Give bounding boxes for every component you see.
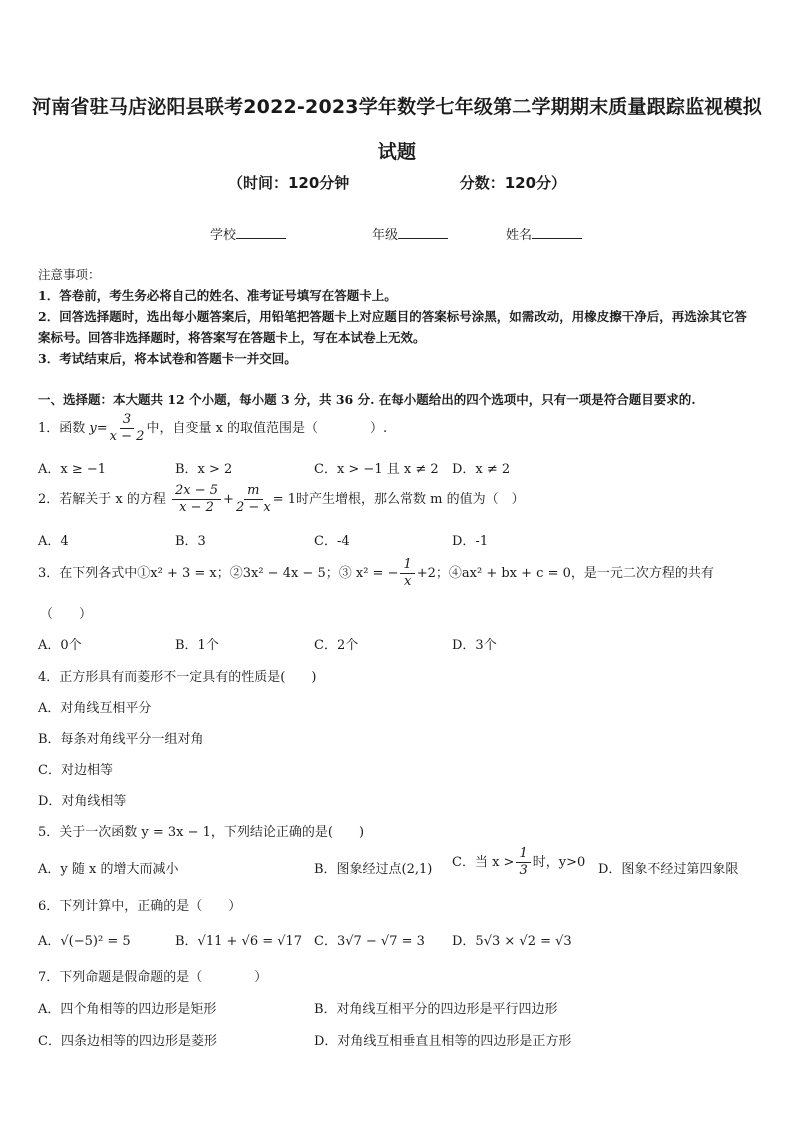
q1-fraction — [110, 412, 145, 445]
q3-option-c[interactable]: C．2个 — [314, 638, 359, 653]
exam-meta — [0, 172, 794, 193]
question-3 — [38, 557, 714, 590]
q3-option-a[interactable]: A．0个 — [38, 638, 82, 653]
q5-option-b[interactable]: B．图象经过点(2,1) — [314, 862, 433, 877]
name-label: 姓名 — [506, 228, 533, 243]
q1-option-a[interactable]: A．x ≥ −1 — [38, 462, 107, 477]
grade-blank[interactable] — [398, 225, 448, 239]
q7-option-c[interactable]: C．四条边相等的四边形是菱形 — [38, 1034, 217, 1049]
q1-option-c[interactable]: C．x > −1 且 x ≠ 2 — [314, 462, 439, 477]
q7-option-b[interactable]: B．对角线互相平分的四边形是平行四边形 — [314, 1002, 558, 1017]
q3-option-d[interactable]: D．3个 — [452, 638, 497, 653]
q3-blank: （ ） — [40, 607, 93, 622]
q2-denominator-2: 2 − x — [235, 500, 271, 515]
question-7: 7．下列命题是假命题的是（ ） — [38, 970, 268, 985]
notice-item: 1．答卷前，考生务必将自己的姓名、准考证号填写在答题卡上。 — [38, 288, 397, 303]
q1-option-d[interactable]: D．x ≠ 2 — [452, 462, 511, 477]
q2-fraction-2 — [236, 483, 271, 516]
q2-option-d[interactable]: D．-1 — [452, 534, 489, 549]
q5-option-a[interactable]: A．y 随 x 的增大而减小 — [38, 862, 179, 877]
question-1 — [38, 412, 387, 445]
q2-stem-pre: 2．若解关于 x 的方程 — [38, 492, 166, 507]
q7-option-a[interactable]: A．四个角相等的四边形是矩形 — [38, 1002, 217, 1017]
q4-option-b[interactable]: B．每条对角线平分一组对角 — [38, 732, 204, 747]
q2-option-a[interactable]: A．4 — [38, 534, 69, 549]
q3-stem-b: +2；④ax² + bx + c = 0，是一元二次方程的共有 — [416, 566, 714, 581]
q4-option-c[interactable]: C．对边相等 — [38, 763, 113, 778]
q5-denominator: 3 — [519, 863, 528, 878]
q2-stem-post: = 1时产生增根，那么常数 m 的值为（ ） — [272, 492, 525, 507]
page-title: 河南省驻马店泌阳县联考2022-2023学年数学七年级第二学期期末质量跟踪监视模拟试题 — [32, 96, 762, 163]
exam-time: （时间：120分钟 — [227, 174, 350, 192]
q3-numerator: 1 — [400, 557, 414, 574]
q3-stem-a: 3．在下列各式中①x² + 3 = x；②3x² − 4x − 5；③ x² = − — [38, 566, 399, 581]
q4-option-d[interactable]: D．对角线相等 — [38, 794, 127, 809]
q2-option-b[interactable]: B．3 — [175, 534, 206, 549]
grade-field[interactable] — [372, 224, 448, 243]
name-blank[interactable] — [532, 225, 582, 239]
q7-option-d[interactable]: D．对角线互相垂直且相等的四边形是正方形 — [314, 1034, 572, 1049]
school-field[interactable] — [210, 224, 286, 243]
q2-fraction-1 — [172, 483, 221, 516]
q2-numerator-1: 2x − 5 — [172, 483, 221, 500]
question-2 — [38, 483, 525, 516]
q5-numerator: 1 — [516, 846, 530, 863]
q3-fraction — [400, 557, 414, 590]
notice-block — [38, 264, 758, 369]
notice-item: 2．回答选择题时，选出每小题答案后，用铅笔把答题卡上对应题目的答案标号涂黑，如需改动，用橡皮擦干净后，再选涂其它答案标号。回答非选择题时，将答案写在答题卡上，写在本试卷上无效。 — [38, 309, 747, 345]
notice-item: 3．考试结束后，将本试卷和答题卡一并交回。 — [38, 351, 297, 366]
q4-option-a[interactable]: A．对角线互相平分 — [38, 701, 152, 716]
q2-denominator-1: x − 2 — [179, 500, 214, 515]
notice-heading: 注意事项： — [38, 267, 101, 282]
q5-option-c-pre: C．当 x > — [452, 855, 515, 870]
q6-option-b[interactable]: B．√11 + √6 = √17 — [175, 934, 303, 949]
q6-option-c[interactable]: C．3√7 − √7 = 3 — [314, 934, 425, 949]
q5-fraction — [516, 846, 530, 879]
question-5: 5．关于一次函数 y = 3x − 1，下列结论正确的是( ) — [38, 825, 365, 840]
school-blank[interactable] — [236, 225, 286, 239]
section-heading: 一、选择题：本大题共 12 个小题，每小题 3 分，共 36 分. 在每小题给出的四个选项中，只有一项是符合题目要求的. — [38, 392, 696, 407]
q3-option-b[interactable]: B．1个 — [175, 638, 219, 653]
name-field[interactable] — [506, 224, 582, 243]
q2-numerator-2: m — [244, 483, 262, 500]
q1-stem-post: 中，自变量 x 的取值范围是（ ）. — [146, 421, 388, 436]
q1-denominator: x − 2 — [109, 429, 145, 444]
q1-numerator: 3 — [120, 412, 134, 429]
q6-option-d[interactable]: D．5√3 × √2 = √3 — [452, 934, 572, 949]
question-6: 6．下列计算中，正确的是（ ） — [38, 899, 242, 914]
q1-option-b[interactable]: B．x > 2 — [175, 462, 233, 477]
school-label: 学校 — [210, 228, 237, 243]
q2-plus: + — [223, 492, 234, 507]
grade-label: 年级 — [372, 228, 399, 243]
q3-denominator: x — [403, 574, 412, 589]
q5-option-d[interactable]: D．图象不经过第四象限 — [598, 862, 739, 877]
question-4: 4．正方形具有而菱形不一定具有的性质是( ) — [38, 670, 317, 685]
q1-stem-pre: 1．函数 — [38, 421, 86, 436]
q5-option-c-post: 时，y>0 — [532, 855, 586, 870]
q6-option-a[interactable]: A．√(−5)² = 5 — [38, 934, 131, 949]
q1-lhs: y= — [89, 421, 108, 436]
exam-score: 分数：120分） — [459, 174, 567, 192]
q2-option-c[interactable]: C．-4 — [314, 534, 350, 549]
q5-option-c[interactable] — [452, 846, 585, 879]
